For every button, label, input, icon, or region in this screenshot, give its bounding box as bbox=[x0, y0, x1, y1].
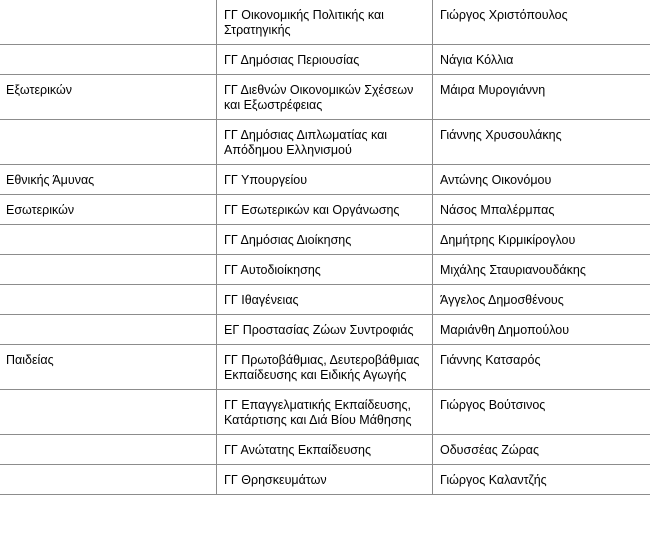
table-row bbox=[0, 435, 650, 465]
person-name-cell: Γιώργος Χριστόπουλος bbox=[433, 0, 650, 45]
department-cell: ΓΓ Διεθνών Οικονομικών Σχέσεων και Εξωστρέφειας bbox=[217, 75, 433, 120]
person-name-cell: Γιάννης Χρυσουλάκης bbox=[433, 120, 650, 165]
ministry-cell bbox=[0, 435, 217, 465]
department-cell: ΓΓ Ιθαγένειας bbox=[217, 285, 433, 315]
table-row bbox=[0, 195, 650, 225]
person-name-cell: Νάγια Κόλλια bbox=[433, 45, 650, 75]
person-name-cell: Γιάννης Κατσαρός bbox=[433, 345, 650, 390]
table-row bbox=[0, 315, 650, 345]
ministry-cell bbox=[0, 315, 217, 345]
department-cell: ΓΓ Δημόσιας Διοίκησης bbox=[217, 225, 433, 255]
ministry-cell bbox=[0, 0, 217, 45]
department-cell: ΓΓ Εσωτερικών και Οργάνωσης bbox=[217, 195, 433, 225]
person-name-cell: Νάσος Μπαλέρμπας bbox=[433, 195, 650, 225]
ministry-cell bbox=[0, 465, 217, 495]
ministry-cell bbox=[0, 45, 217, 75]
table-row bbox=[0, 345, 650, 390]
ministry-cell: Εσωτερικών bbox=[0, 195, 217, 225]
ministry-cell: Εθνικής Άμυνας bbox=[0, 165, 217, 195]
department-cell: ΓΓ Δημόσιας Περιουσίας bbox=[217, 45, 433, 75]
table-row bbox=[0, 285, 650, 315]
table-row bbox=[0, 390, 650, 435]
person-name-cell: Μαριάνθη Δημοπούλου bbox=[433, 315, 650, 345]
table-row bbox=[0, 75, 650, 120]
ministry-cell bbox=[0, 285, 217, 315]
table-row bbox=[0, 120, 650, 165]
department-cell: ΓΓ Οικονομικής Πολιτικής και Στρατηγικής bbox=[217, 0, 433, 45]
person-name-cell: Γιώργος Καλαντζής bbox=[433, 465, 650, 495]
table-row bbox=[0, 465, 650, 495]
table-row bbox=[0, 225, 650, 255]
department-cell: ΕΓ Προστασίας Ζώων Συντροφιάς bbox=[217, 315, 433, 345]
department-cell: ΓΓ Επαγγελματικής Εκπαίδευσης, Κατάρτισης και Διά Βίου Μάθησης bbox=[217, 390, 433, 435]
table-row bbox=[0, 0, 650, 45]
department-cell: ΓΓ Ανώτατης Εκπαίδευσης bbox=[217, 435, 433, 465]
person-name-cell: Μιχάλης Σταυριανουδάκης bbox=[433, 255, 650, 285]
ministry-cell bbox=[0, 390, 217, 435]
person-name-cell: Αντώνης Οικονόμου bbox=[433, 165, 650, 195]
ministry-cell bbox=[0, 255, 217, 285]
table-row bbox=[0, 45, 650, 75]
department-cell: ΓΓ Δημόσιας Διπλωματίας και Απόδημου Ελληνισμού bbox=[217, 120, 433, 165]
table-row bbox=[0, 165, 650, 195]
department-cell: ΓΓ Θρησκευμάτων bbox=[217, 465, 433, 495]
department-cell: ΓΓ Πρωτοβάθμιας, Δευτεροβάθμιας Εκπαίδευσης και Ειδικής Αγωγής bbox=[217, 345, 433, 390]
person-name-cell: Άγγελος Δημοσθένους bbox=[433, 285, 650, 315]
ministry-cell bbox=[0, 225, 217, 255]
ministry-cell: Παιδείας bbox=[0, 345, 217, 390]
table-row bbox=[0, 255, 650, 285]
department-cell: ΓΓ Υπουργείου bbox=[217, 165, 433, 195]
department-cell: ΓΓ Αυτοδιοίκησης bbox=[217, 255, 433, 285]
person-name-cell: Οδυσσέας Ζώρας bbox=[433, 435, 650, 465]
person-name-cell: Δημήτρης Κιρμικίρογλου bbox=[433, 225, 650, 255]
ministry-cell bbox=[0, 120, 217, 165]
person-name-cell: Μάιρα Μυρογιάννη bbox=[433, 75, 650, 120]
ministry-cell: Εξωτερικών bbox=[0, 75, 217, 120]
person-name-cell: Γιώργος Βούτσινος bbox=[433, 390, 650, 435]
